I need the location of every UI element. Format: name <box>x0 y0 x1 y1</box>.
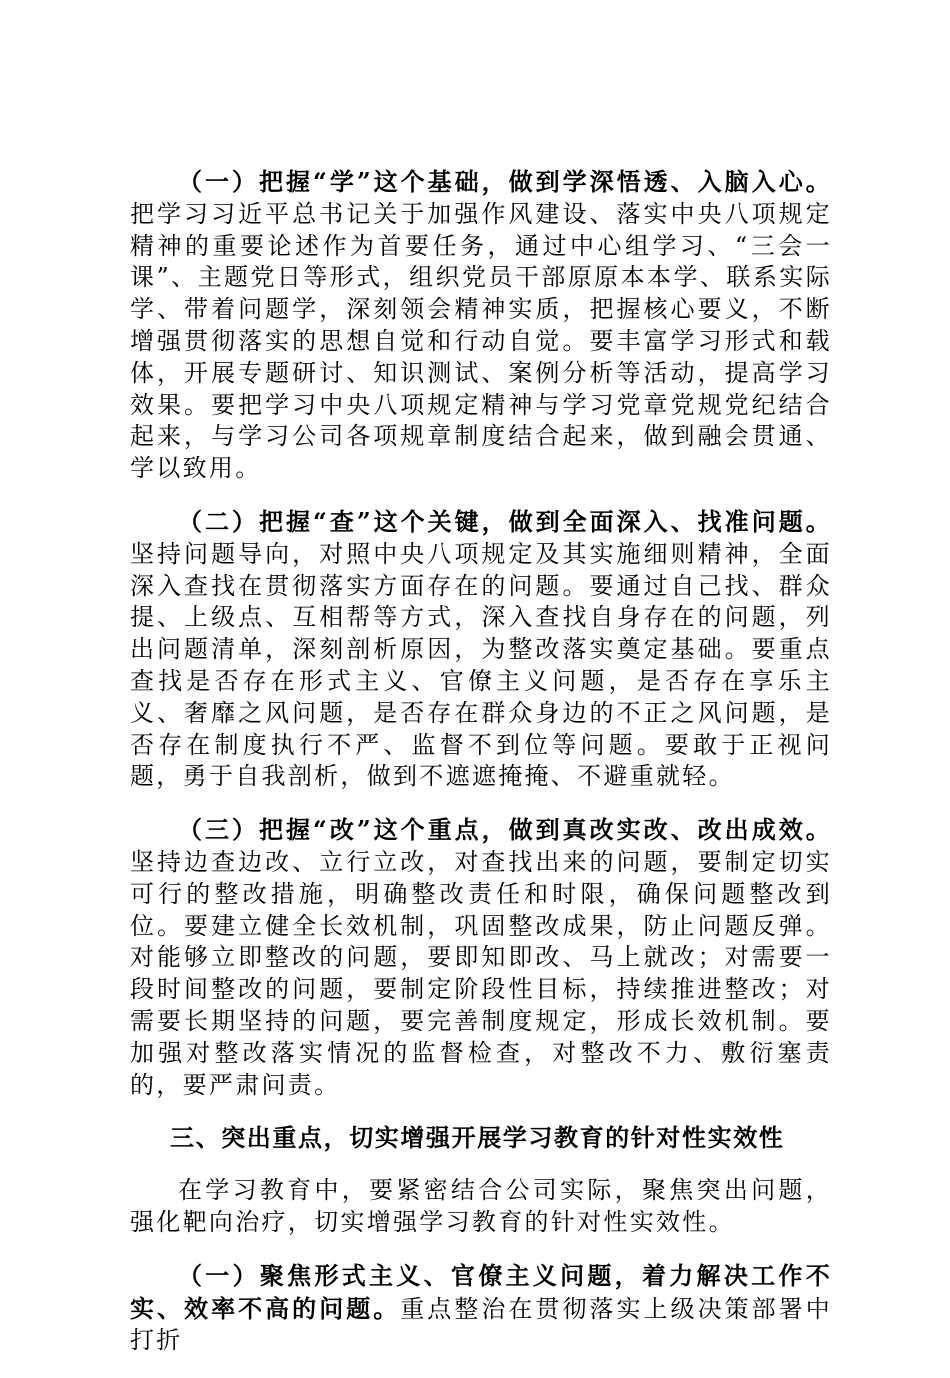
paragraph-body: 把学习习近平总书记关于加强作风建设、落实中央八项规定精神的重要论述作为首要任务，通过中心组学习、“三会一课”、主题党日等形式，组织党员干部原原本本学、联系实际学、带着问题学，深刻领会精神实质，把握核心要义，不断增强贯彻落实的思想自觉和行动自觉。要丰富学习形式和载体，开展专题研讨、知识测试、案例分析等活动，提高学习效果。要把学习中央八项规定精神与学习党章党规党纪结合起来，与学习公司各项规章制度结合起来，做到融会贯通、学以致用。 <box>130 199 832 483</box>
paragraph-check <box>130 506 832 793</box>
paragraph-lead: （三）把握“改”这个重点，做到真改实改、改出成效。 <box>178 815 832 845</box>
paragraph-formalism <box>130 1260 832 1357</box>
section-intro: 在学习教育中，要紧密结合公司实际，聚焦突出问题，强化靶向治疗，切实增强学习教育的针对性实效性。 <box>130 1176 832 1236</box>
section-heading: 三、突出重点，切实增强开展学习教育的针对性实效性 <box>170 1123 785 1153</box>
paragraph-lead: （一）把握“学”这个基础，做到学深悟透、入脑入心。 <box>178 167 832 196</box>
paragraph-lead: （一）聚焦形式主义、官僚主义问题，着力解决工作不实、效率不高的问题。 <box>130 1260 832 1323</box>
paragraph-study <box>130 166 832 485</box>
document-page <box>130 166 832 1378</box>
paragraph-body: 坚持边查边改、立行立改，对查找出来的问题，要制定切实可行的整改措施，明确整改责任和时限，确保问题整改到位。要建立健全长效机制，巩固整改成果，防止问题反弹。对能够立即整改的问题，要即知即改、马上就改；对需要一段时间整改的问题，要制定阶段性目标，持续推进整改；对需要长期坚持的问题，要完善制度规定，形成长效机制。要加强对整改落实情况的监督检查，对整改不力、敷衍塞责的，要严肃问责。 <box>130 847 832 1099</box>
paragraph-lead: （二）把握“查”这个关键，做到全面深入、找准问题。 <box>178 506 832 536</box>
paragraph-body: 坚持问题导向，对照中央八项规定及其实施细则精神，全面深入查找在贯彻落实方面存在的问题。要通过自己找、群众提、上级点、互相帮等方式，深入查找自身存在的问题，列出问题清单，深刻剖析原因，为整改落实奠定基础。要重点查找是否存在形式主义、官僚主义问题，是否存在享乐主义、奢靡之风问题，是否存在群众身边的不正之风问题，是否存在制度执行不严、监督不到位等问题。要敢于正视问题，勇于自我剖析，做到不遮遮掩掩、不避重就轻。 <box>130 539 832 791</box>
paragraph-rectify <box>130 814 832 1101</box>
paragraph-body: 重点整治在贯彻落实上级决策部署中打折 <box>130 1294 832 1355</box>
